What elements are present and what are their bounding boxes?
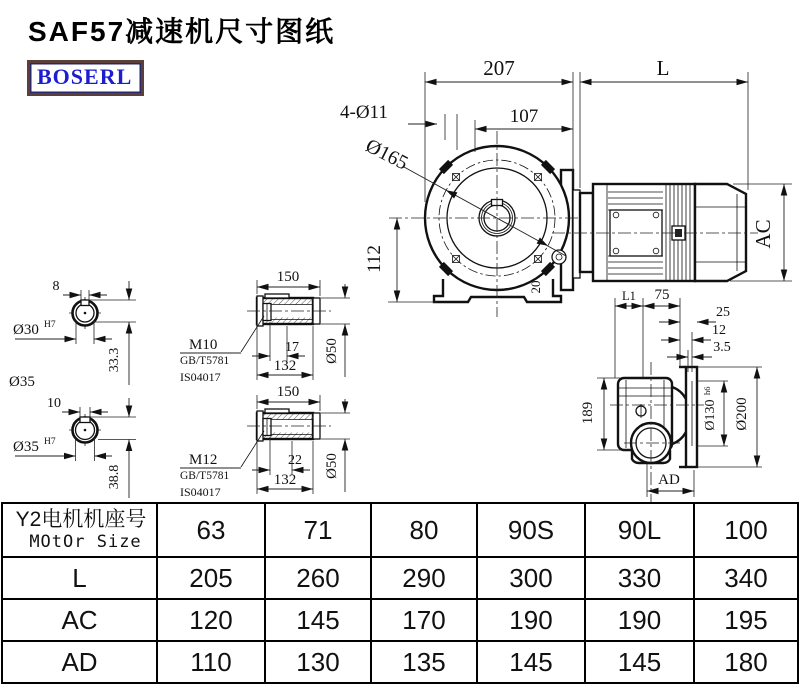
dim-b-150: 150	[276, 384, 300, 400]
dim-189: 189	[580, 401, 596, 425]
dim-depth-33-3: 33.3	[107, 347, 122, 373]
page-title: SAF57减速机尺寸图纸	[28, 16, 336, 47]
dim-bore-35-tol: H7	[44, 437, 56, 447]
cell-L-90S: 300	[477, 557, 585, 599]
row-label-AD: AD	[2, 641, 157, 683]
dim-offset-107: 107	[509, 106, 539, 127]
dim-bore-30: Ø30	[13, 322, 39, 338]
bore-section-35	[13, 396, 136, 498]
front-view	[389, 131, 592, 317]
cell-AC-80: 170	[371, 599, 477, 641]
motor-size-header	[2, 503, 157, 557]
flange-note-label: 20	[528, 280, 543, 294]
label-a-std: GB/T5781	[180, 355, 230, 367]
dim-a-150: 150	[276, 269, 300, 285]
label-a-iso: IS04017	[180, 370, 221, 384]
motor-size-header-zh: Y2电机机座号	[15, 508, 147, 531]
row-label-AC: AC	[2, 599, 157, 641]
cell-AC-100: 195	[694, 599, 798, 641]
shaft-stub-m12	[180, 384, 350, 499]
col-71: 71	[265, 503, 371, 557]
dim-3-5: 3.5	[713, 340, 731, 355]
table-header-row	[2, 503, 798, 557]
shaft-stub-m10	[180, 269, 350, 384]
col-100: 100	[694, 503, 798, 557]
dim-motor-height-AC: AC	[751, 219, 775, 249]
motor-view	[552, 184, 758, 281]
dim-width-207: 207	[483, 56, 515, 80]
cell-AD-63: 110	[157, 641, 265, 683]
cell-AD-90L: 145	[585, 641, 694, 683]
cell-AC-90S: 190	[477, 599, 585, 641]
table-row-AC	[2, 599, 798, 641]
dim-a-132: 132	[273, 358, 297, 374]
bore-section-30	[13, 279, 136, 385]
label-b-std: GB/T5781	[180, 470, 230, 482]
dim-AD: AD	[658, 472, 680, 488]
label-b-thread: M12	[189, 452, 218, 468]
cell-AD-71: 130	[265, 641, 371, 683]
table-row-AD	[2, 641, 798, 683]
output-flange	[686, 367, 697, 467]
dim-bore-30-tol: H7	[44, 320, 56, 330]
cell-L-71: 260	[265, 557, 371, 599]
col-90S: 90S	[477, 503, 585, 557]
note-bolt-holes: 4-Ø11	[340, 102, 388, 123]
cell-AD-90S: 145	[477, 641, 585, 683]
col-90L: 90L	[585, 503, 694, 557]
label-shaft-od-35: Ø35	[9, 374, 35, 390]
table-row-L	[2, 557, 798, 599]
dimension-table	[1, 502, 799, 684]
dim-25: 25	[716, 305, 730, 320]
col-80: 80	[371, 503, 477, 557]
cell-L-63: 205	[157, 557, 265, 599]
cell-AC-63: 120	[157, 599, 265, 641]
label-a-thread: M10	[189, 337, 218, 353]
dim-key-8: 8	[52, 279, 60, 294]
dim-130: Ø130	[703, 399, 718, 431]
dim-L1: L1	[622, 289, 636, 303]
cell-AC-71: 145	[265, 599, 371, 641]
cell-L-90L: 330	[585, 557, 694, 599]
fan-cowl	[695, 184, 746, 281]
dim-bore-35: Ø35	[13, 439, 39, 455]
dim-b-22: 22	[288, 453, 302, 468]
dim-motor-length-L: L	[656, 56, 670, 80]
dim-center-height-112: 112	[364, 245, 385, 273]
label-b-iso: IS04017	[180, 485, 221, 499]
cell-AD-100: 180	[694, 641, 798, 683]
output-side-view	[580, 287, 762, 505]
dim-bolt-circle-165: Ø165	[361, 134, 412, 175]
cell-AD-80: 135	[371, 641, 477, 683]
cell-L-100: 340	[694, 557, 798, 599]
cell-L-80: 290	[371, 557, 477, 599]
dim-75: 75	[654, 287, 670, 303]
dim-200: Ø200	[734, 397, 750, 431]
dim-depth-38-8: 38.8	[107, 464, 122, 490]
brand-logo: BOSERL	[27, 60, 144, 96]
dim-12: 12	[712, 323, 726, 338]
col-63: 63	[157, 503, 265, 557]
motor-size-header-en: MOtOr Size	[29, 532, 142, 552]
row-label-L: L	[2, 557, 157, 599]
cell-AC-90L: 190	[585, 599, 694, 641]
dim-key-10: 10	[47, 396, 61, 411]
dim-b-132: 132	[273, 472, 297, 488]
dim-a-dia-50: Ø50	[324, 338, 340, 364]
dim-b-dia-50: Ø50	[324, 453, 340, 479]
dim-a-17: 17	[285, 340, 299, 355]
dim-130-tolerance: h6	[702, 386, 712, 395]
